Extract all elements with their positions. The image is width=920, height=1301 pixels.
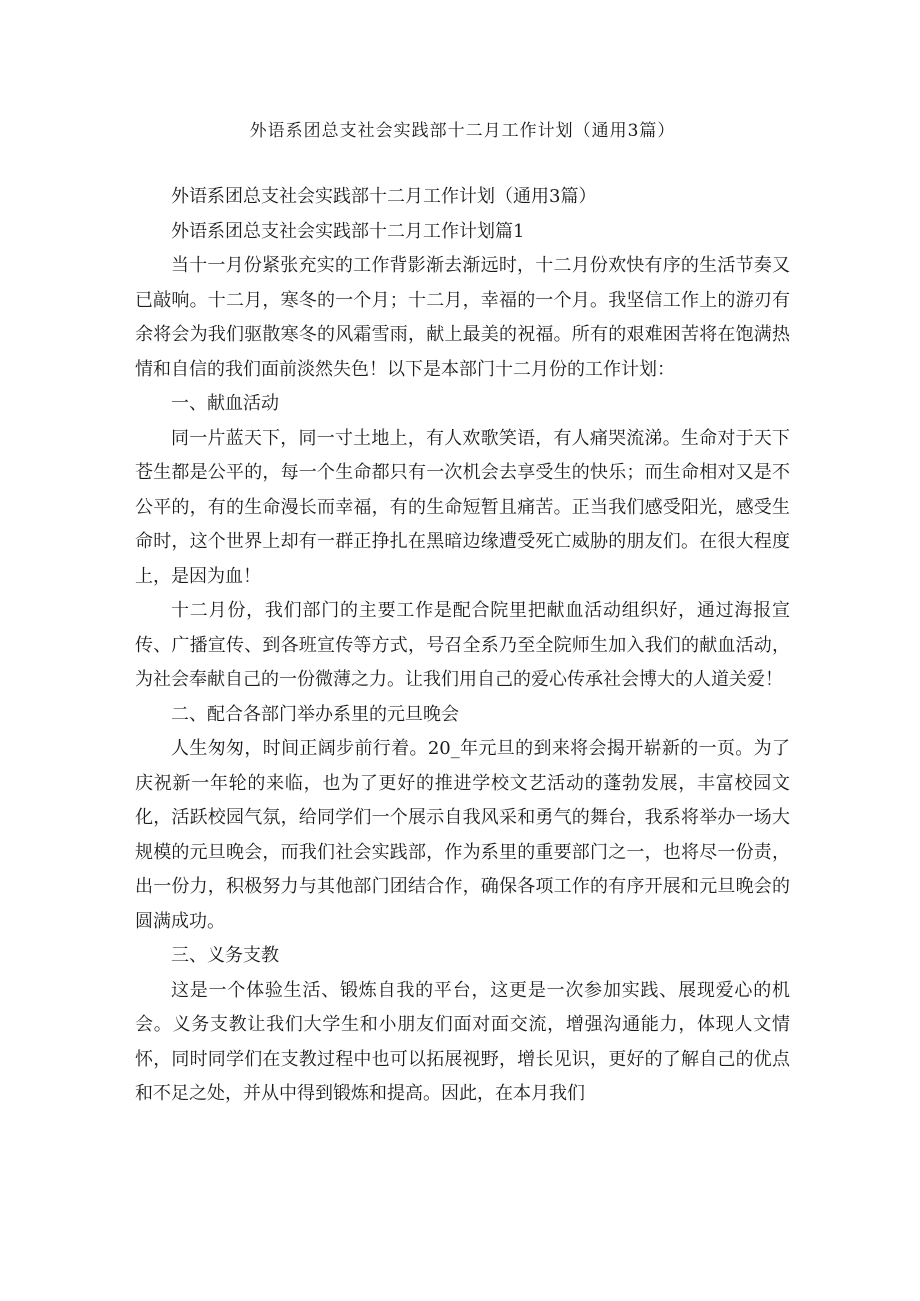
- document-page: [135, 0, 790, 1301]
- document-title: 外语系团总支社会实践部十二月工作计划（通用3篇）: [249, 121, 676, 141]
- document-body: [135, 180, 790, 1112]
- paragraph-volunteer-teaching: 这是一个体验生活、锻炼自我的平台，这更是一次参加实践、展现爱心的机会。义务支教让我们大学生和小朋友们面对面交流，增强沟通能力，体现人文情怀，同时同学们在支教过程中也可以拓展视野，增长见识，更好的了解自己的优点和不足之处，并从中得到锻炼和提高。因此，在本月我们: [135, 979, 790, 1104]
- heading-blood-donation: 一、献血活动: [171, 393, 279, 414]
- paragraph-new-year-gala: 人生匆匆，时间正阔步前行着。20_年元旦的到来将会揭开崭新的一页。为了庆祝新一年轮的来临，也为了更好的推进学校文艺活动的蓬勃发展，丰富校园文化，活跃校园气氛，给同学们一个展示自我风采和勇气的舞台，我系将举办一场大规模的元旦晚会，而我们社会实践部，作为系里的重要部门之一，也将尽一份责，出一份力，积极努力与其他部门团结合作，确保各项工作的有序开展和元旦晚会的圆满成功。: [135, 738, 790, 932]
- paragraph-section-heading: 外语系团总支社会实践部十二月工作计划篇1: [171, 220, 525, 242]
- paragraph-subtitle: 外语系团总支社会实践部十二月工作计划（通用3篇）: [171, 186, 597, 207]
- heading-volunteer-teaching: 三、义务支教: [171, 945, 279, 966]
- heading-new-year-gala: 二、配合各部门举办系里的元旦晚会: [171, 703, 459, 725]
- paragraph-blood-donation-1: 同一片蓝天下，同一寸土地上，有人欢歌笑语，有人痛哭流涕。生命对于天下苍生都是公平的，每一个生命都只有一次机会去享受生的快乐；而生命相对又是不公平的，有的生命漫长而幸福，有的生命短暂且痛苦。正当我们感受阳光，感受生命时，这个世界上却有一群正挣扎在黑暗边缘遭受死亡威胁的朋友们。在很大程度上，是因为血！: [135, 427, 790, 587]
- paragraph-blood-donation-2: 十二月份，我们部门的主要工作是配合院里把献血活动组织好，通过海报宣传、广播宣传、到各班宣传等方式，号召全系乃至全院师生加入我们的献血活动，为社会奉献自己的一份微薄之力。让我们用自己的爱心传承社会博大的人道关爱！: [135, 600, 790, 690]
- paragraph-intro: 当十一月份紧张充实的工作背影渐去渐远时，十二月份欢快有序的生活节奏又已敲响。十二月，寒冬的一个月；十二月，幸福的一个月。我坚信工作上的游刃有余将会为我们驱散寒冬的风霜雪雨，献上最美的祝福。所有的艰难困苦将在饱满热情和自信的我们面前淡然失色！以下是本部门十二月份的工作计划：: [135, 255, 790, 380]
